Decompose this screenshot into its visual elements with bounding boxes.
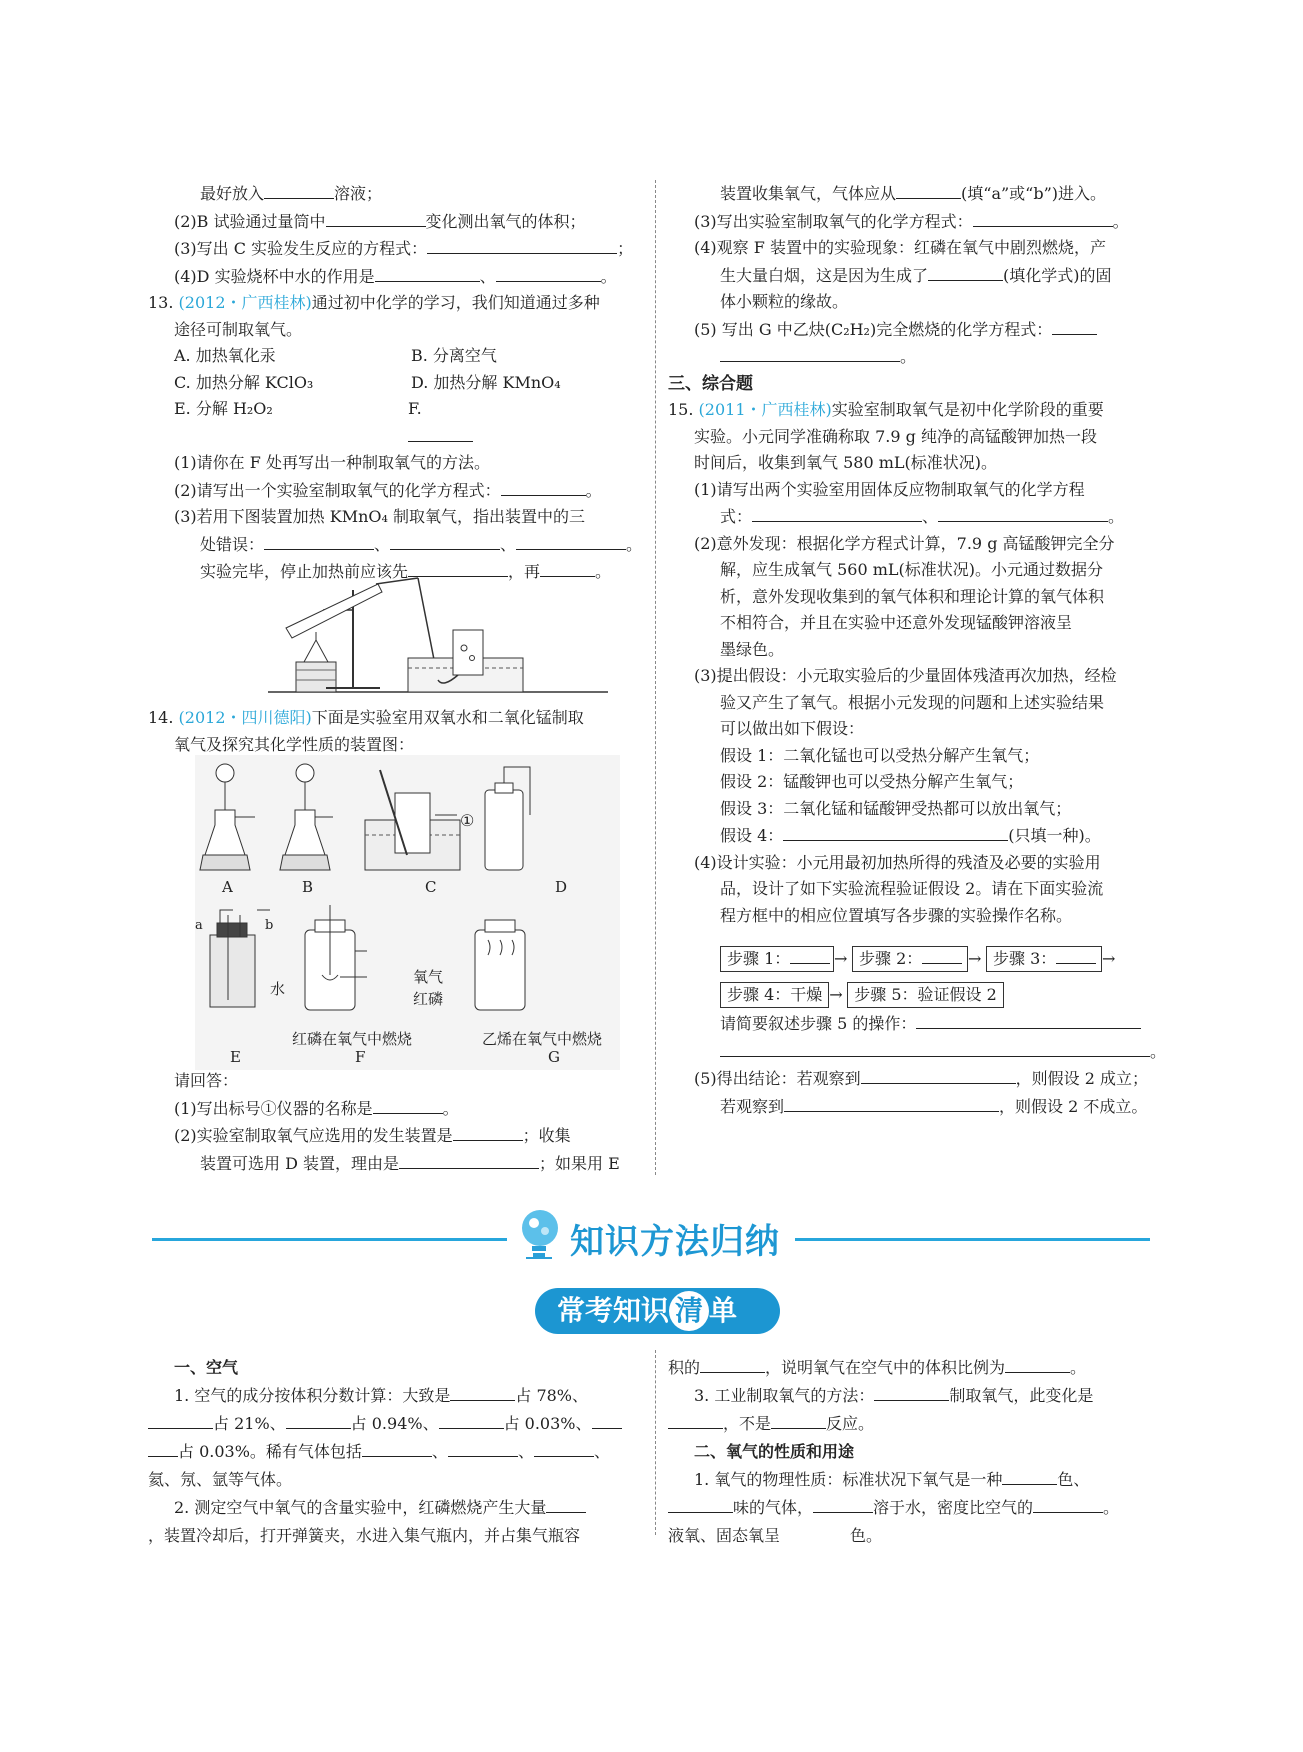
blank — [771, 1410, 826, 1429]
text: (2)意外发现：根据化学方程式计算，7.9 g 高锰酸钾完全分 — [694, 533, 1115, 553]
text: (3)写出实验室制取氧气的化学方程式： — [694, 211, 973, 231]
blank — [450, 1382, 515, 1401]
text: (3)若用下图装置加热 KMnO₄ 制取氧气，指出装置中的三 — [174, 507, 586, 526]
text: 溶液； — [334, 184, 383, 203]
blank — [427, 235, 617, 254]
text: 占 78%、 — [515, 1386, 589, 1405]
text: 、 — [479, 266, 496, 286]
blank — [390, 531, 500, 550]
blank — [399, 1150, 539, 1169]
text: 式： — [720, 507, 753, 526]
blank — [1033, 1494, 1103, 1513]
option: E. 分解 H₂O₂ — [174, 399, 273, 418]
text: ，不是 — [723, 1414, 772, 1433]
question-source: (2012・四川德阳) — [178, 708, 312, 727]
text: 1. 氧气的物理性质：标准状况下氧气是一种 — [694, 1470, 1003, 1489]
text: (只填一种)。 — [1008, 826, 1101, 845]
section-heading: 三、综合题 — [668, 373, 753, 394]
text: ，说明氧气在空气中的体积比例为 — [765, 1358, 1006, 1377]
flow-step-4: 步骤 4：干燥 — [720, 982, 829, 1008]
text: 占 0.94%、 — [350, 1414, 439, 1433]
text: 步骤 3： — [993, 949, 1057, 968]
text: ； — [617, 239, 634, 258]
text: 色、 — [1057, 1470, 1090, 1489]
text: 不相符合，并且在实验中还意外发现锰酸钾溶液呈 — [720, 613, 1073, 632]
blank — [148, 1438, 178, 1457]
text: 实验室制取氧气是初中化学阶段的重要 — [831, 400, 1104, 419]
blank — [752, 503, 922, 522]
question-source: (2011・广西桂林) — [698, 400, 832, 419]
text: 下面是实验室用双氧水和二氧化锰制取 — [311, 708, 584, 727]
right-column — [668, 180, 1168, 929]
bottom-column-divider — [655, 1350, 656, 1535]
blank — [264, 531, 374, 550]
blank — [1056, 949, 1096, 964]
text: (填化学式)的固 — [1003, 265, 1112, 285]
text: 假设 3：二氧化锰和锰酸钾受热都可以放出氧气； — [720, 798, 1072, 818]
text: 、 — [593, 1442, 610, 1461]
right-column-end — [668, 1010, 1168, 1120]
text: ，则假设 2 不成立。 — [999, 1096, 1148, 1116]
arrow-icon: → — [968, 949, 982, 968]
text: 途径可制取氧气。 — [174, 319, 303, 339]
text: 溶于水，密度比空气的 — [873, 1498, 1034, 1517]
text: 通过初中化学的学习，我们知道通过多种 — [311, 293, 600, 312]
text: 色。 — [850, 1526, 883, 1545]
text: 最好放入 — [200, 184, 265, 203]
text: 生大量白烟，这是因为生成了 — [720, 265, 929, 285]
banner-line-left — [152, 1238, 507, 1241]
arrow-icon: → — [829, 985, 843, 1004]
text: (5)得出结论：若观察到 — [694, 1069, 861, 1088]
question-number: 15. — [668, 400, 694, 419]
blank — [916, 1010, 1141, 1029]
arrow-icon: → — [1102, 949, 1116, 968]
question-source: (2012・广西桂林) — [178, 293, 312, 312]
flow-step-5: 步骤 5：验证假设 2 — [847, 982, 1004, 1008]
pill-text: 单 — [709, 1294, 738, 1327]
text: 积的 — [668, 1358, 701, 1377]
text: 步骤 1： — [727, 949, 791, 968]
flow-row-1 — [720, 946, 1120, 972]
text: 1. 空气的成分按体积分数计算：大致是 — [174, 1386, 451, 1405]
flow-step-3 — [986, 946, 1102, 972]
option: D. 加热分解 KMnO₄ — [411, 372, 561, 392]
text: 请简要叙述步骤 5 的操作： — [720, 1014, 917, 1033]
fig-label-a: A — [222, 878, 233, 896]
blank — [448, 1438, 518, 1457]
text: 、 — [517, 1442, 534, 1461]
text: ，则假设 2 成立； — [1015, 1069, 1149, 1088]
text: 装置可选用 D 装置，理由是 — [200, 1153, 400, 1173]
text: 。 — [1103, 1498, 1120, 1517]
text: 反应。 — [826, 1414, 875, 1433]
blank — [790, 949, 830, 964]
blank — [375, 263, 480, 282]
text: 、 — [431, 1442, 448, 1461]
text: 氧气及探究其化学性质的装置图： — [174, 734, 415, 754]
fig-label-b: B — [302, 878, 314, 896]
text: 步骤 2： — [859, 949, 923, 968]
banner-line-right — [795, 1238, 1150, 1241]
blank — [408, 423, 473, 442]
fig-label-e-b: b — [265, 918, 274, 933]
option — [408, 396, 648, 450]
fig-label-e: E — [230, 1048, 241, 1066]
blank — [783, 822, 1008, 841]
text: 占 21%、 — [213, 1414, 286, 1433]
text: (2)B 试验通过量筒中 — [174, 211, 326, 231]
blank — [546, 1494, 586, 1513]
text: 。 — [585, 480, 602, 500]
text: 实验完毕，停止加热前应该先 — [200, 562, 409, 581]
option-row — [148, 343, 648, 370]
text: 装置收集氧气，气体应从 — [720, 184, 897, 203]
flow-row-2 — [720, 982, 1004, 1008]
column-divider — [655, 180, 656, 1175]
text: F. — [408, 399, 422, 418]
fig-caption-f: 红磷在氧气中燃烧 — [292, 1030, 413, 1048]
option-row — [148, 396, 648, 450]
left-column-q14-answers — [148, 1068, 648, 1177]
blank — [700, 1354, 765, 1373]
left-column-q14 — [148, 705, 648, 758]
blank — [501, 477, 586, 496]
blank — [1002, 1466, 1057, 1485]
blank — [326, 208, 426, 227]
text: 时间后，收集到氧气 580 mL(标准状况)。 — [694, 453, 997, 472]
text: 假设 1：二氧化锰也可以受热分解产生氧气； — [720, 745, 1040, 765]
fig-label-redp: 红磷 — [413, 990, 444, 1008]
text: 请回答： — [174, 1071, 239, 1090]
text: 氦、氖、氩等气体。 — [148, 1470, 293, 1489]
label-c-circle: ① — [460, 811, 475, 830]
text: 墨绿色。 — [720, 639, 785, 659]
fig-label-oxygen: 氧气 — [413, 968, 444, 986]
text: (2)实验室制取氧气应选用的发生装置是 — [174, 1126, 453, 1145]
blank — [874, 1382, 949, 1401]
pill-text: 常考知识 — [557, 1294, 670, 1327]
text: (4)设计实验：小元用最初加热所得的残渣及必要的实验用 — [694, 852, 1101, 872]
text: 假设 4： — [720, 826, 784, 845]
option: B. 分离空气 — [411, 346, 497, 365]
text: (1)请写出两个实验室用固体反应物制取氧气的化学方程 — [694, 479, 1085, 499]
text: ；如果用 E — [539, 1153, 620, 1173]
blank — [592, 1410, 622, 1429]
section-heading: 二、氧气的性质和用途 — [694, 1442, 855, 1461]
text: 处错误： — [200, 534, 265, 554]
text: (填“a”或“b”)进入。 — [961, 184, 1107, 203]
text: 占 0.03%、 — [503, 1414, 592, 1433]
text: (5) 写出 G 中乙炔(C₂H₂)完全燃烧的化学方程式： — [694, 319, 1053, 339]
kmno4-apparatus-figure — [268, 570, 608, 695]
banner-title: 知识方法归纳 — [570, 1222, 780, 1262]
blank — [720, 343, 900, 362]
text: (1)写出标号①仪器的名称是 — [174, 1098, 373, 1118]
blank — [813, 1494, 873, 1513]
text: 。 — [626, 534, 643, 554]
text: (3)提出假设：小元取实验后的少量固体残渣再次加热，经检 — [694, 666, 1117, 685]
left-column — [148, 180, 648, 586]
option: A. 加热氧化汞 — [174, 346, 276, 365]
section-pill — [535, 1288, 780, 1334]
fig-label-f: F — [355, 1048, 366, 1066]
text: 、 — [500, 534, 517, 554]
oxygen-apparatus-figure — [195, 755, 620, 1070]
blank — [973, 208, 1113, 227]
text: 、 — [922, 507, 939, 526]
text: ，装置冷却后，打开弹簧夹，水进入集气瓶内，并占集气瓶容 — [148, 1526, 581, 1545]
text: 可以做出如下假设： — [720, 719, 865, 738]
bottom-right-column — [668, 1354, 1168, 1550]
blank — [534, 1438, 594, 1457]
blank — [928, 262, 1003, 281]
blank — [453, 1122, 523, 1141]
blank — [668, 1410, 723, 1429]
blank — [286, 1410, 351, 1429]
blank — [1052, 316, 1097, 335]
option-row — [148, 370, 648, 397]
text: 占 0.03%。稀有气体包括 — [178, 1442, 362, 1461]
text: ；收集 — [522, 1126, 571, 1145]
blank — [439, 1410, 504, 1429]
text: 。 — [1150, 1041, 1167, 1061]
text: 。 — [1112, 211, 1129, 231]
blank — [784, 1093, 999, 1112]
blank — [668, 1494, 733, 1513]
text: 。 — [1070, 1358, 1087, 1377]
question-number: 13. — [148, 293, 174, 312]
blank — [148, 1410, 213, 1429]
blank — [496, 263, 601, 282]
text: 验又产生了氧气。根据小元发现的问题和上述实验结果 — [720, 692, 1105, 712]
text: ，再 — [508, 562, 541, 581]
fig-label-g: G — [548, 1048, 560, 1066]
question-number: 14. — [148, 708, 174, 727]
text: 若观察到 — [720, 1096, 785, 1116]
option: C. 加热分解 KClO₃ — [174, 372, 314, 392]
text: 假设 2：锰酸钾也可以受热分解产生氧气； — [720, 772, 1024, 791]
text: 。 — [600, 266, 617, 286]
text: 变化测出氧气的体积； — [425, 211, 586, 231]
text: (2)请写出一个实验室制取氧气的化学方程式： — [174, 480, 501, 500]
text: 品，设计了如下实验流程验证假设 2。请在下面实验流 — [720, 879, 1104, 898]
flow-step-2 — [852, 946, 968, 972]
blank — [516, 531, 626, 550]
blank — [264, 180, 334, 199]
text: 。 — [1108, 507, 1125, 526]
text: 2. 测定空气中氧气的含量实验中，红磷燃烧产生大量 — [174, 1498, 547, 1517]
flow-step-1 — [720, 946, 834, 972]
blank — [896, 180, 961, 199]
text: 程方框中的相应位置填写各步骤的实验操作名称。 — [720, 905, 1073, 925]
text: 实验。小元同学准确称取 7.9 g 纯净的高锰酸钾加热一段 — [694, 426, 1097, 446]
text: (3)写出 C 实验发生反应的方程式： — [174, 239, 428, 258]
text: 。 — [595, 562, 612, 581]
fig-label-water: 水 — [270, 980, 286, 998]
text: 解，应生成氧气 560 mL(标准状况)。小元通过数据分 — [720, 560, 1103, 579]
fig-label-d: D — [555, 878, 568, 896]
text: 3. 工业制取氧气的方法： — [694, 1386, 875, 1405]
section-heading: 一、空气 — [174, 1358, 239, 1377]
text: 。 — [442, 1098, 459, 1118]
text: 液氧、固态氧呈 — [668, 1526, 781, 1545]
text: 、 — [374, 534, 391, 554]
arrow-icon: → — [834, 949, 848, 968]
text: 析，意外发现收集到的氧气体积和理论计算的氧气体积 — [720, 586, 1105, 606]
text: (4)D 实验烧杯中水的作用是 — [174, 266, 375, 286]
text: 体小颗粒的缘故。 — [720, 292, 849, 311]
text: 味的气体， — [733, 1498, 814, 1517]
blank — [1005, 1354, 1070, 1373]
pill-circle-text: 清 — [669, 1291, 709, 1331]
blank — [362, 1438, 432, 1457]
fig-label-e-a: a — [195, 918, 203, 933]
blank — [938, 503, 1108, 522]
blank — [720, 1038, 1150, 1057]
blank — [922, 949, 962, 964]
bottom-left-column — [148, 1354, 648, 1550]
blank — [373, 1095, 443, 1114]
text: 制取氧气，此变化是 — [949, 1386, 1094, 1405]
text: 。 — [900, 347, 917, 366]
text: (4)观察 F 装置中的实验现象：红磷在氧气中剧烈燃烧，产 — [694, 238, 1106, 257]
fig-label-c: C — [425, 878, 437, 896]
lightbulb-icon — [518, 1206, 566, 1266]
text: (1)请你在 F 处再写出一种制取氧气的方法。 — [174, 453, 490, 472]
blank — [861, 1065, 1016, 1084]
fig-caption-g: 乙烯在氧气中燃烧 — [482, 1030, 603, 1048]
